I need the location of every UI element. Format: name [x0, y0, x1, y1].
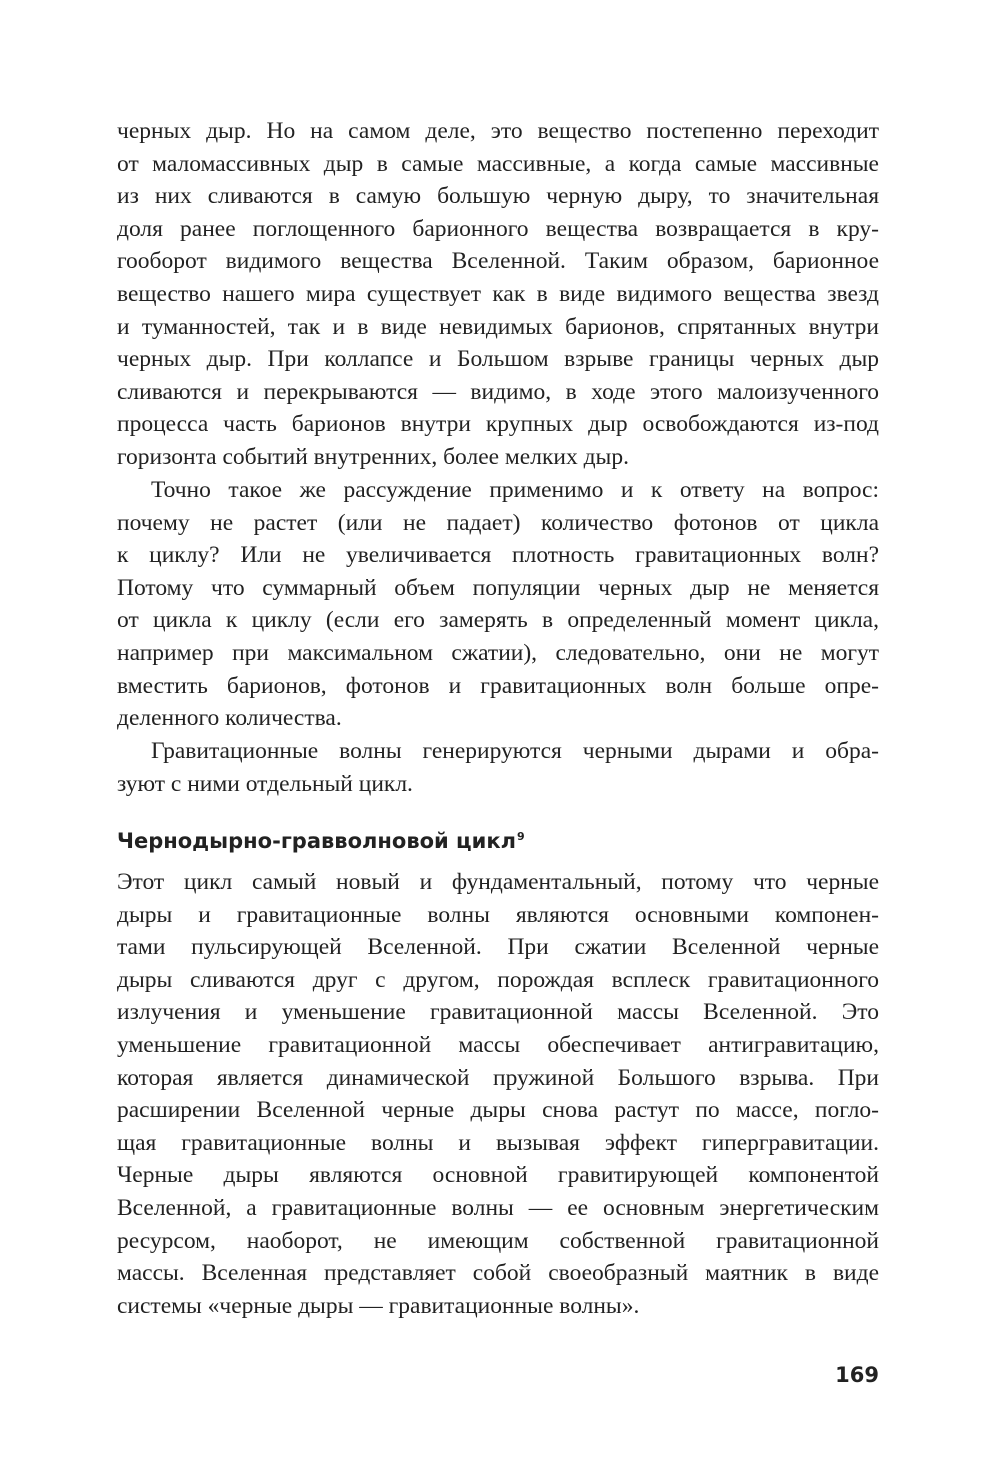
- text-line: черных дыр. При коллапсе и Большом взрыве границы черных дыр: [117, 346, 879, 373]
- paragraph-3: [117, 735, 879, 800]
- text-line: Точно такое же рассуждение применимо и к ответу на вопрос:: [151, 477, 879, 503]
- text-line: сливаются и перекрываются — видимо, в ходе этого малоизученного: [117, 378, 879, 405]
- text-line: процесса часть барионов внутри крупных дыр освобождаются из-под: [117, 411, 879, 438]
- text-line: вещество нашего мира существует как в виде видимого вещества звезд: [117, 280, 879, 307]
- section-heading-text: Чернодырно-гравволновой цикл: [117, 829, 516, 853]
- paragraph-1: [117, 115, 879, 474]
- text-line: Потому что суммарный объем популяции черных дыр не меняется: [117, 574, 879, 601]
- text-line: Гравитационные волны генерируются черными дырами и обра-: [151, 738, 879, 764]
- text-line: Черные дыры являются основной гравитирующей компонентой: [117, 1162, 879, 1189]
- text-line: горизонта событий внутренних, более мелких дыр.: [117, 443, 629, 470]
- text-line: тами пульсирующей Вселенной. При сжатии Вселенной черные: [117, 934, 879, 961]
- text-line: от маломассивных дыр в самые массивные, а когда самые массивные: [117, 150, 879, 177]
- text-line: уменьшение гравитационной массы обеспечивает антигравитацию,: [117, 1031, 879, 1058]
- footnote-mark: 9: [516, 830, 525, 843]
- text-line: из них сливаются в самую большую черную дыру, то значительная: [117, 183, 879, 210]
- paragraph-4: [117, 866, 879, 1322]
- text-line: массы. Вселенная представляет собой своеобразный маятник в виде: [117, 1260, 879, 1287]
- text-line: щая гравитационные волны и вызывая эффект гипергравитации.: [117, 1129, 879, 1156]
- text-line: черных дыр. Но на самом деле, это вещество постепенно переходит: [117, 118, 879, 144]
- text-line: системы «черные дыры — гравитационные волны».: [117, 1292, 640, 1319]
- text-line: которая является динамической пружиной Большого взрыва. При: [117, 1064, 879, 1091]
- paragraph-2: [117, 474, 879, 735]
- section-heading: [117, 826, 525, 856]
- text-line: от цикла к циклу (если его замерять в определенный момент цикла,: [117, 607, 879, 634]
- text-line: дыры сливаются друг с другом, порождая всплеск гравитационного: [117, 966, 879, 993]
- text-line: доля ранее поглощенного барионного вещества возвращается в кру-: [117, 215, 879, 242]
- text-line: деленного количества.: [117, 705, 342, 732]
- page-number: 169: [835, 1363, 879, 1387]
- text-line: дыры и гравитационные волны являются основными компонен-: [117, 901, 879, 928]
- text-line: например при максимальном сжатии), следовательно, они не могут: [117, 639, 879, 666]
- text-line: ресурсом, наоборот, не имеющим собственной гравитационной: [117, 1227, 879, 1254]
- text-line: гооборот видимого вещества Вселенной. Таким образом, барионное: [117, 248, 879, 275]
- text-line: к циклу? Или не увеличивается плотность гравитационных волн?: [117, 542, 879, 569]
- text-line: расширении Вселенной черные дыры снова растут по массе, погло-: [117, 1097, 879, 1124]
- text-line: вместить барионов, фотонов и гравитационных волн больше опре-: [117, 672, 879, 699]
- text-line: почему не растет (или не падает) количество фотонов от цикла: [117, 509, 879, 536]
- text-line: и туманностей, так и в виде невидимых барионов, спрятанных внутри: [117, 313, 879, 340]
- text-line: излучения и уменьшение гравитационной массы Вселенной. Это: [117, 999, 879, 1026]
- text-line: Этот цикл самый новый и фундаментальный, потому что черные: [117, 869, 879, 895]
- text-line: Вселенной, а гравитационные волны — ее основным энергетическим: [117, 1194, 879, 1221]
- text-line: зуют с ними отдельный цикл.: [117, 770, 413, 797]
